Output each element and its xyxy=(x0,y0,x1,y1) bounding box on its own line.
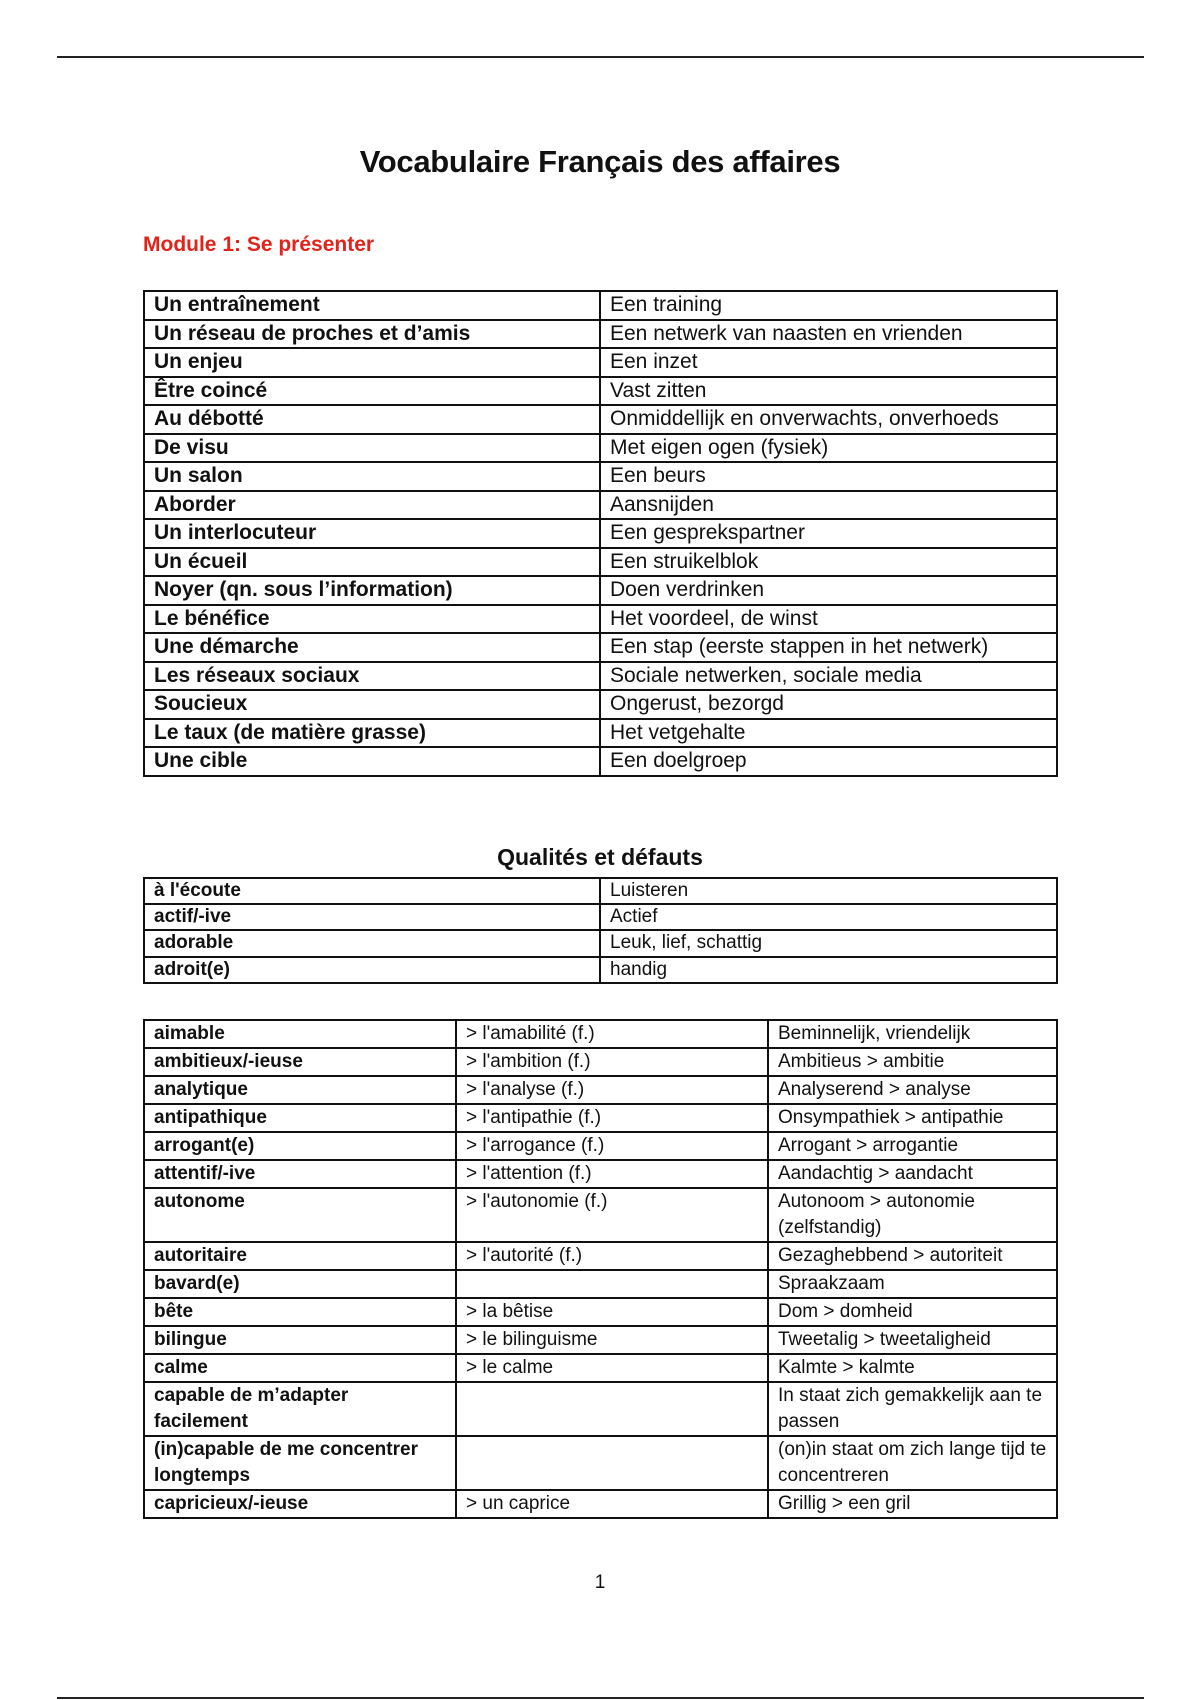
page-number: 1 xyxy=(594,1572,606,1593)
french-noun: > l'amabilité (f.) xyxy=(456,1020,768,1048)
dutch-translation: Vast zitten xyxy=(600,377,1057,406)
qualites-table-three-column xyxy=(143,1019,1058,1519)
french-adjective: calme xyxy=(144,1354,456,1382)
dutch-translation: Autonoom > autonomie (zelfstandig) xyxy=(768,1188,1057,1242)
dutch-translation: Een beurs xyxy=(600,462,1057,491)
table-row xyxy=(144,1160,1057,1188)
french-term: Un salon xyxy=(144,462,600,491)
dutch-translation: Kalmte > kalmte xyxy=(768,1354,1057,1382)
french-term: à l'écoute xyxy=(144,878,600,904)
french-term: Une démarche xyxy=(144,633,600,662)
french-term: De visu xyxy=(144,434,600,463)
dutch-translation: Een inzet xyxy=(600,348,1057,377)
french-noun: > l'ambition (f.) xyxy=(456,1048,768,1076)
document-title: Vocabulaire Français des affaires xyxy=(359,144,841,179)
dutch-translation: Het voordeel, de winst xyxy=(600,605,1057,634)
french-adjective: capable de m’adapter facilement xyxy=(144,1382,456,1436)
french-noun xyxy=(456,1270,768,1298)
dutch-translation: Aansnijden xyxy=(600,491,1057,520)
french-adjective: attentif/-ive xyxy=(144,1160,456,1188)
table-row xyxy=(144,405,1057,434)
table-row xyxy=(144,462,1057,491)
table-row xyxy=(144,1382,1057,1436)
dutch-translation: Een struikelblok xyxy=(600,548,1057,577)
french-adjective: bilingue xyxy=(144,1326,456,1354)
french-noun: > le calme xyxy=(456,1354,768,1382)
table-row xyxy=(144,690,1057,719)
module1-vocabulary-table xyxy=(143,290,1058,777)
french-noun: > le bilinguisme xyxy=(456,1326,768,1354)
dutch-translation: Het vetgehalte xyxy=(600,719,1057,748)
section-title-qualites: Qualités et défauts xyxy=(497,844,703,870)
dutch-translation: Een training xyxy=(600,291,1057,320)
dutch-translation: Sociale netwerken, sociale media xyxy=(600,662,1057,691)
table-row xyxy=(144,1436,1057,1490)
dutch-translation: Aandachtig > aandacht xyxy=(768,1160,1057,1188)
table-row xyxy=(144,1132,1057,1160)
table-row xyxy=(144,633,1057,662)
table-row xyxy=(144,291,1057,320)
header-rule xyxy=(57,56,1144,58)
french-term: Les réseaux sociaux xyxy=(144,662,600,691)
dutch-translation: Dom > domheid xyxy=(768,1298,1057,1326)
dutch-translation: Doen verdrinken xyxy=(600,576,1057,605)
dutch-translation: Onmiddellijk en onverwachts, onverhoeds xyxy=(600,405,1057,434)
table-row xyxy=(144,320,1057,349)
french-term: Un interlocuteur xyxy=(144,519,600,548)
table-row xyxy=(144,904,1057,930)
dutch-translation: Een netwerk van naasten en vrienden xyxy=(600,320,1057,349)
french-adjective: bavard(e) xyxy=(144,1270,456,1298)
dutch-translation: In staat zich gemakkelijk aan te passen xyxy=(768,1382,1057,1436)
french-adjective: aimable xyxy=(144,1020,456,1048)
table-row xyxy=(144,1242,1057,1270)
french-adjective: antipathique xyxy=(144,1104,456,1132)
french-term: Une cible xyxy=(144,747,600,776)
french-noun xyxy=(456,1436,768,1490)
french-noun xyxy=(456,1382,768,1436)
table-row xyxy=(144,1020,1057,1048)
french-noun: > l'antipathie (f.) xyxy=(456,1104,768,1132)
table-row xyxy=(144,1104,1057,1132)
table-row xyxy=(144,1490,1057,1518)
dutch-translation: Een gesprekspartner xyxy=(600,519,1057,548)
table-row xyxy=(144,576,1057,605)
french-noun: > un caprice xyxy=(456,1490,768,1518)
french-term: actif/-ive xyxy=(144,904,600,930)
french-term: Au débotté xyxy=(144,405,600,434)
french-term: Noyer (qn. sous l’information) xyxy=(144,576,600,605)
french-term: Un réseau de proches et d’amis xyxy=(144,320,600,349)
dutch-translation: Een stap (eerste stappen in het netwerk) xyxy=(600,633,1057,662)
table-row xyxy=(144,719,1057,748)
table-row xyxy=(144,605,1057,634)
dutch-translation: Ongerust, bezorgd xyxy=(600,690,1057,719)
dutch-translation: Onsympathiek > antipathie xyxy=(768,1104,1057,1132)
table-row xyxy=(144,1076,1057,1104)
french-term: Être coincé xyxy=(144,377,600,406)
french-adjective: autonome xyxy=(144,1188,456,1242)
dutch-translation: Actief xyxy=(600,904,1057,930)
table-row xyxy=(144,348,1057,377)
french-adjective: autoritaire xyxy=(144,1242,456,1270)
dutch-translation: Tweetalig > tweetaligheid xyxy=(768,1326,1057,1354)
table-row xyxy=(144,548,1057,577)
table-row xyxy=(144,930,1057,956)
french-term: Soucieux xyxy=(144,690,600,719)
french-adjective: (in)capable de me concentrer longtemps xyxy=(144,1436,456,1490)
footer-rule xyxy=(57,1697,1144,1699)
french-adjective: capricieux/-ieuse xyxy=(144,1490,456,1518)
french-term: Un enjeu xyxy=(144,348,600,377)
dutch-translation: Een doelgroep xyxy=(600,747,1057,776)
table-row xyxy=(144,1270,1057,1298)
french-adjective: arrogant(e) xyxy=(144,1132,456,1160)
table-row xyxy=(144,662,1057,691)
dutch-translation: Grillig > een gril xyxy=(768,1490,1057,1518)
dutch-translation: Analyserend > analyse xyxy=(768,1076,1057,1104)
module-heading: Module 1: Se présenter xyxy=(143,233,375,256)
dutch-translation: Gezaghebbend > autoriteit xyxy=(768,1242,1057,1270)
table-row xyxy=(144,1188,1057,1242)
table-row xyxy=(144,878,1057,904)
qualites-table-two-column xyxy=(143,877,1058,984)
french-term: Le taux (de matière grasse) xyxy=(144,719,600,748)
french-term: Le bénéfice xyxy=(144,605,600,634)
table-row xyxy=(144,491,1057,520)
dutch-translation: (on)in staat om zich lange tijd te concentreren xyxy=(768,1436,1057,1490)
table-row xyxy=(144,1326,1057,1354)
table-row xyxy=(144,377,1057,406)
dutch-translation: Spraakzaam xyxy=(768,1270,1057,1298)
table-row xyxy=(144,1048,1057,1076)
dutch-translation: Met eigen ogen (fysiek) xyxy=(600,434,1057,463)
french-noun: > la bêtise xyxy=(456,1298,768,1326)
dutch-translation: Luisteren xyxy=(600,878,1057,904)
french-term: adorable xyxy=(144,930,600,956)
french-adjective: ambitieux/-ieuse xyxy=(144,1048,456,1076)
dutch-translation: handig xyxy=(600,957,1057,983)
french-noun: > l'autonomie (f.) xyxy=(456,1188,768,1242)
french-adjective: bête xyxy=(144,1298,456,1326)
french-term: Un écueil xyxy=(144,548,600,577)
table-row xyxy=(144,1298,1057,1326)
table-row xyxy=(144,957,1057,983)
french-term: adroit(e) xyxy=(144,957,600,983)
dutch-translation: Ambitieus > ambitie xyxy=(768,1048,1057,1076)
french-term: Aborder xyxy=(144,491,600,520)
table-row xyxy=(144,747,1057,776)
table-row xyxy=(144,1354,1057,1382)
dutch-translation: Beminnelijk, vriendelijk xyxy=(768,1020,1057,1048)
dutch-translation: Arrogant > arrogantie xyxy=(768,1132,1057,1160)
french-adjective: analytique xyxy=(144,1076,456,1104)
table-row xyxy=(144,519,1057,548)
french-noun: > l'autorité (f.) xyxy=(456,1242,768,1270)
french-noun: > l'attention (f.) xyxy=(456,1160,768,1188)
table-row xyxy=(144,434,1057,463)
dutch-translation: Leuk, lief, schattig xyxy=(600,930,1057,956)
french-term: Un entraînement xyxy=(144,291,600,320)
french-noun: > l'arrogance (f.) xyxy=(456,1132,768,1160)
french-noun: > l'analyse (f.) xyxy=(456,1076,768,1104)
